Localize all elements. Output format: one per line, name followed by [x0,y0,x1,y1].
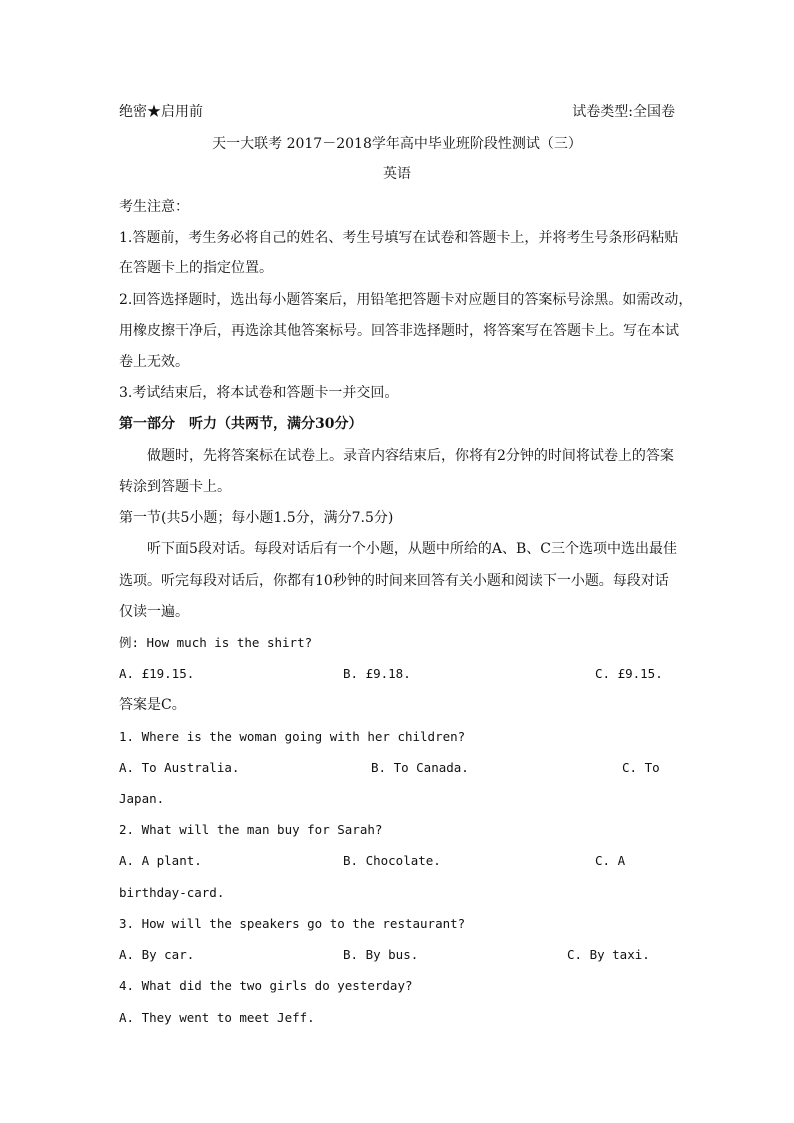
notice-item-2-line-2: 用橡皮擦干净后，再选涂其他答案标号。回答非选择题时，将答案写在答题卡上。写在本试 [119,323,679,339]
question-4-option-a: A. They went to meet Jeff. [119,1010,315,1025]
section-1-heading: 第一节(共5小题；每小题1.5分，满分7.5分) [119,510,394,526]
example-option-c: C. £9.15. [595,666,663,681]
part-1-heading: 第一部分 听力（共两节，满分30分） [119,416,363,432]
question-1-option-c-wrap: Japan. [119,791,165,806]
notice-item-2-line-3: 卷上无效。 [119,354,189,370]
notice-item-2-line-1: 2.回答选择题时，选出每小题答案后，用铅笔把答题卡对应题目的答案标号涂黑。如需改动， [119,292,693,308]
question-3-option-a: A. By car. [119,947,195,962]
question-2-option-a: A. A plant. [119,853,202,868]
notice-heading: 考生注意： [119,199,189,215]
exam-type-label: 试卷类型:全国卷 [572,104,675,120]
example-question: 例: How much is the shirt? [119,635,313,650]
notice-item-3: 3.考试结束后，将本试卷和答题卡一并交回。 [119,385,399,401]
question-2-option-c: C. A [595,853,626,868]
notice-item-1-line-1: 1.答题前，考生务必将自己的姓名、考生号填写在试卷和答题卡上，并将考生号条形码粘贴 [119,230,679,246]
confidential-label: 绝密★启用前 [119,104,203,120]
example-option-a: A. £19.15. [119,666,195,681]
question-2-option-b: B. Chocolate. [343,853,441,868]
section-1-instruction-line-2: 选项。听完每段对话后，你都有10秒钟的时间来回答有关小题和阅读下一小题。每段对话 [119,573,669,589]
example-option-b: B. £9.18. [343,666,411,681]
exam-title: 天一大联考 2017－2018学年高中毕业班阶段性测试（三） [212,136,582,152]
part-1-intro-line-1: 做题时，先将答案标在试卷上。录音内容结束后，你将有2分钟的时间将试卷上的答案 [147,448,674,464]
question-1-option-b: B. To Canada. [371,760,469,775]
question-1: 1. Where is the woman going with her children? [119,729,466,744]
section-1-instruction-line-3: 仅读一遍。 [119,604,189,620]
question-4: 4. What did the two girls do yesterday? [119,978,413,993]
question-1-option-c: C. To [622,760,660,775]
subject-title: 英语 [383,166,411,182]
section-1-instruction-line-1: 听下面5段对话。每段对话后有一个小题，从题中所给的A、B、C三个选项中选出最佳 [147,541,678,557]
question-3: 3. How will the speakers go to the restaurant? [119,916,466,931]
question-3-option-c: C. By taxi. [567,947,650,962]
question-2: 2. What will the man buy for Sarah? [119,822,383,837]
part-1-intro-line-2: 转涂到答题卡上。 [119,479,231,495]
question-1-option-a: A. To Australia. [119,760,240,775]
notice-item-1-line-2: 在答题卡上的指定位置。 [119,260,273,276]
question-2-option-c-wrap: birthday-card. [119,885,225,900]
question-3-option-b: B. By bus. [343,947,419,962]
example-answer: 答案是C。 [119,697,186,713]
